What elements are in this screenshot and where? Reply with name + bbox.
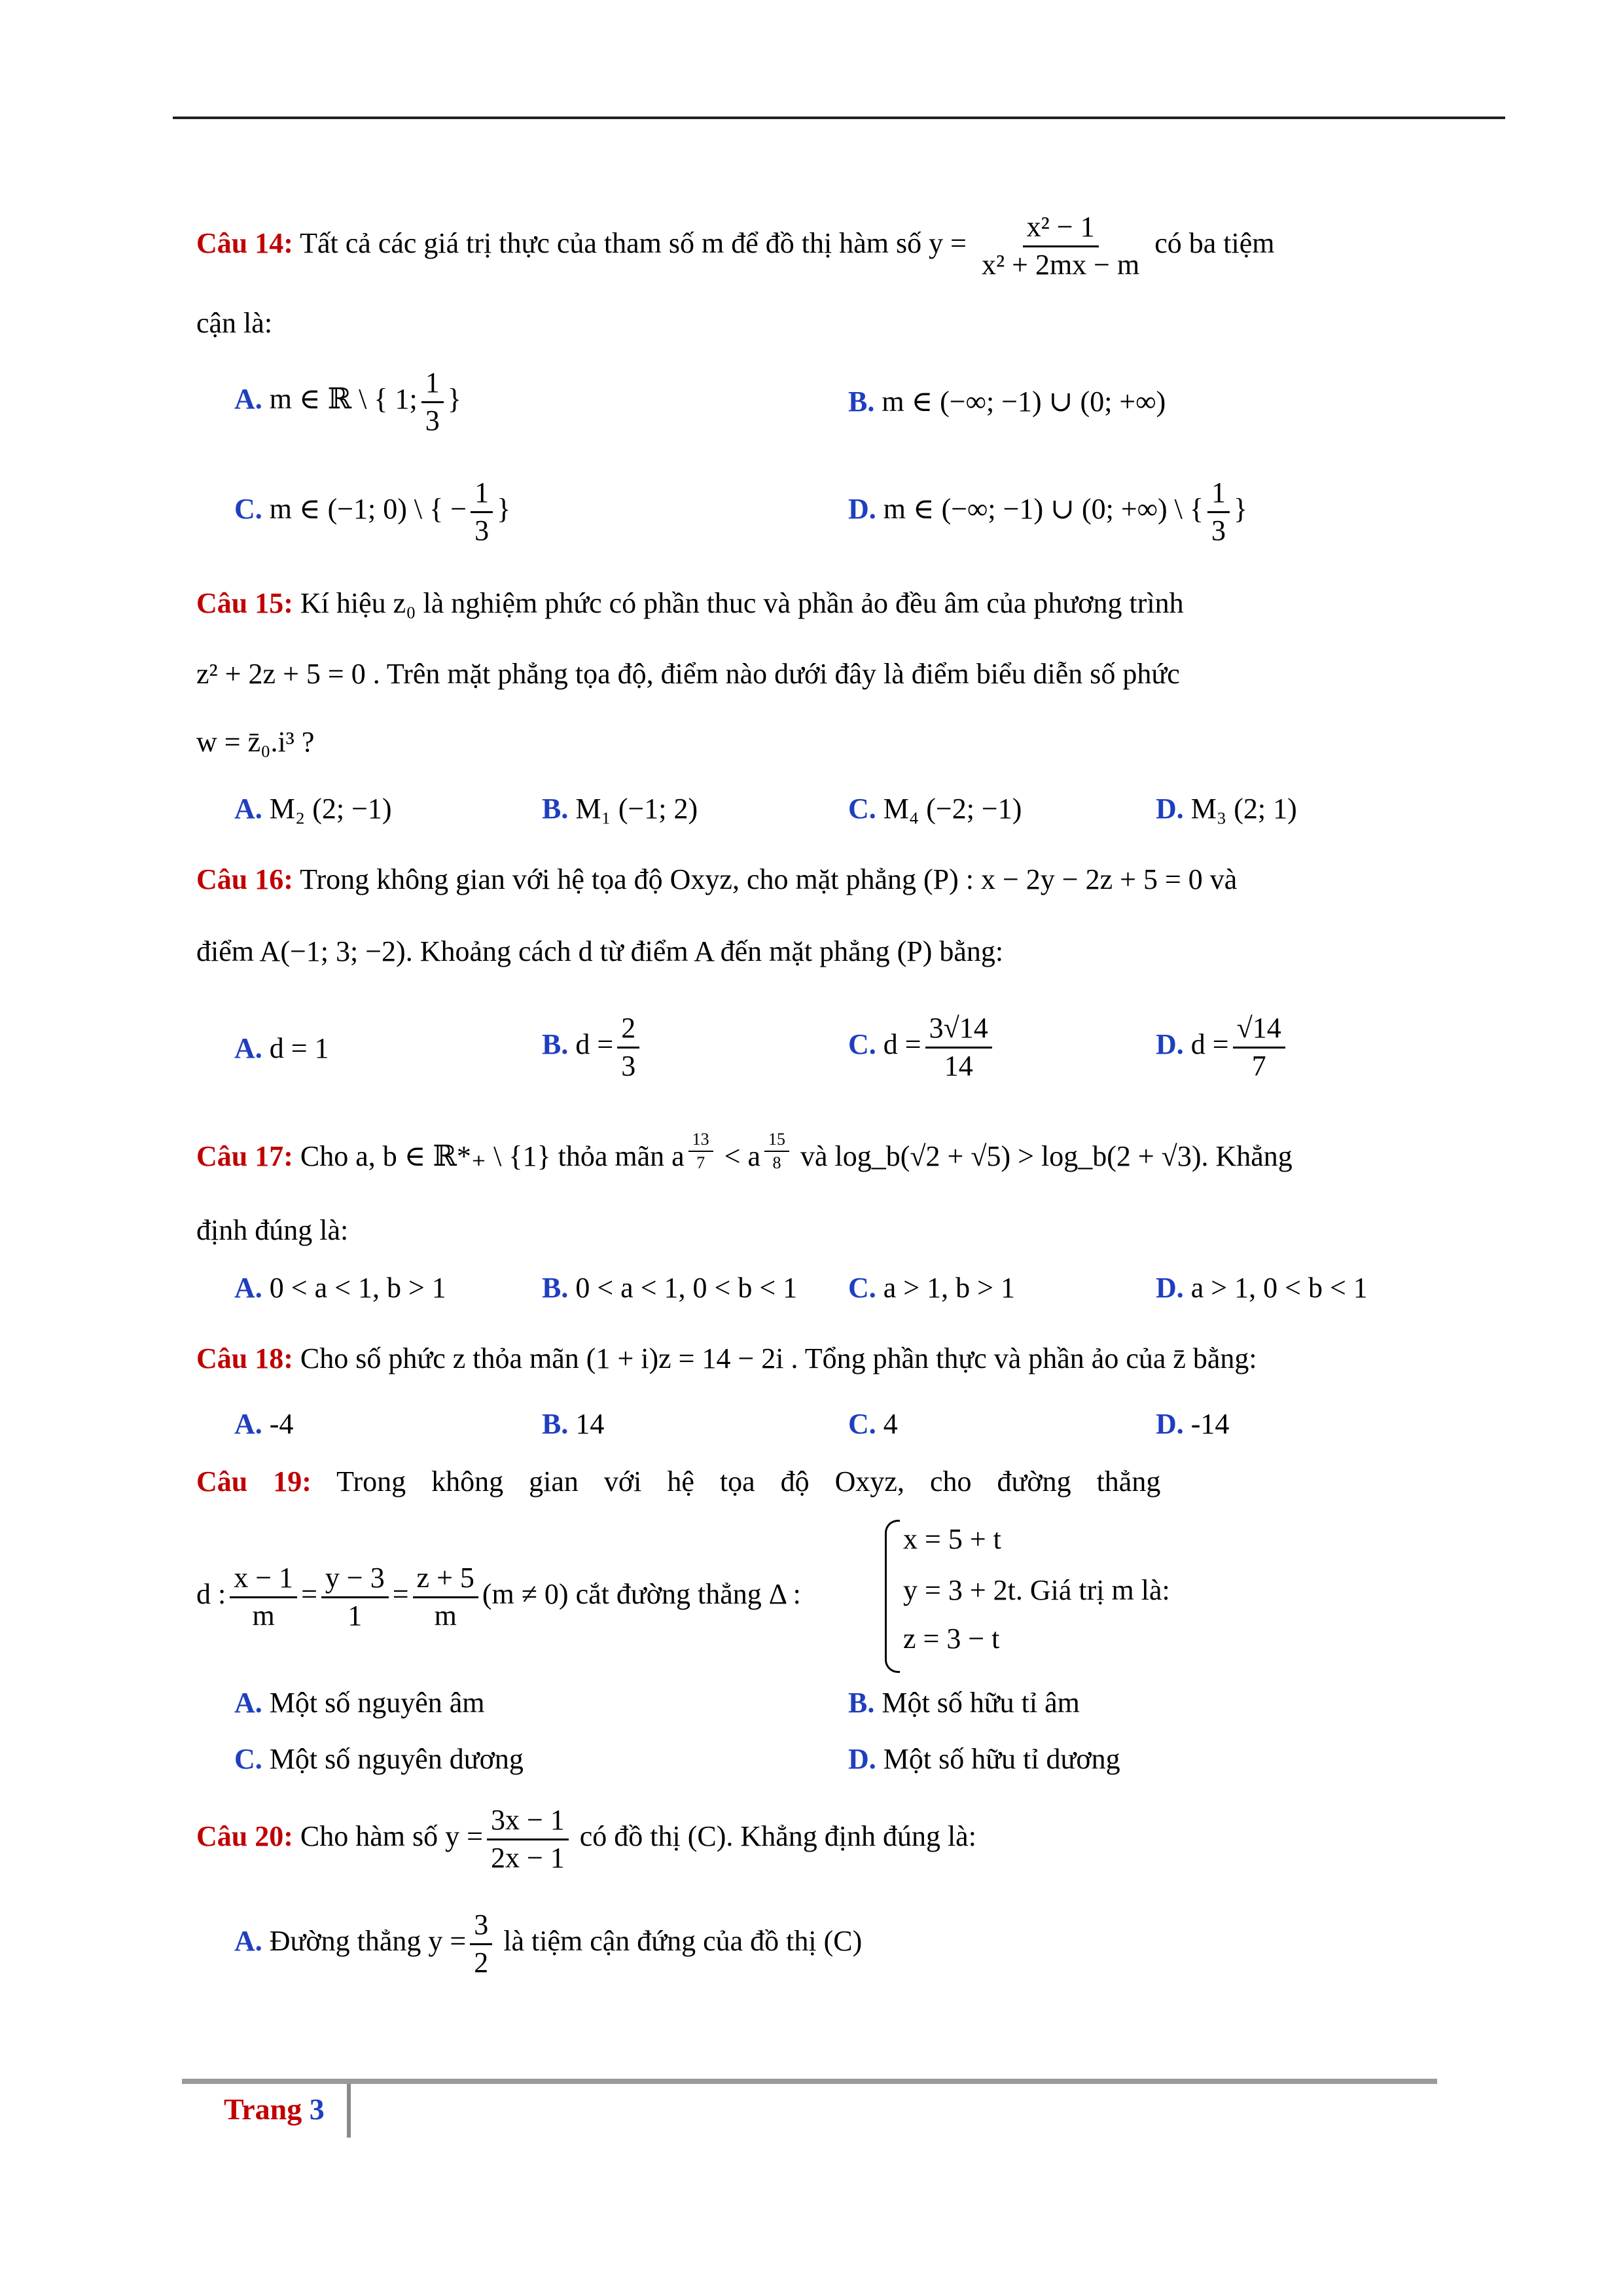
exp1-num: 13	[688, 1130, 713, 1152]
q14-text: Tất cả các giá trị thực của tham số m để đồ thị hàm số	[300, 227, 922, 260]
q19-condition: (m ≠ 0)	[482, 1578, 569, 1611]
q20-line1	[196, 1804, 976, 1874]
option-label: B.	[848, 386, 875, 418]
option-fraction	[471, 476, 493, 547]
frac-num: 3	[470, 1909, 492, 1945]
q19-label: Câu 19:	[196, 1465, 312, 1498]
option-fraction	[617, 1012, 639, 1083]
q20-label: Câu 20:	[196, 1820, 293, 1853]
option-text: a > 1, b > 1	[883, 1272, 1015, 1304]
q14-label: Câu 14:	[196, 227, 293, 260]
frac-den: m	[252, 1599, 275, 1632]
option-label: A.	[234, 383, 262, 416]
q15-text: Kí hiệu z₀ là nghiệm phức có phần thuc và phần ảo đều âm của phương trình	[300, 587, 1184, 619]
option-text-after: là tiệm cận đứng của đồ thị (C)	[503, 1925, 863, 1958]
option-label: D.	[848, 1743, 876, 1775]
q19-frac-3	[413, 1562, 478, 1632]
frac-num: 1	[471, 476, 493, 513]
q16-label: Câu 16:	[196, 863, 293, 895]
q16-option-d[interactable]	[1156, 1012, 1289, 1083]
option-text: a > 1, 0 < b < 1	[1190, 1272, 1368, 1304]
frac-den: 7	[1251, 1049, 1266, 1082]
q15-line3: w = z̄₀.i³ ?	[196, 726, 315, 758]
option-close: }	[497, 493, 511, 526]
frac-num: 1	[1207, 476, 1230, 513]
option-label: A.	[234, 1032, 262, 1064]
option-text: d =	[575, 1028, 614, 1061]
option-text: Một số hữu tỉ dương	[883, 1743, 1120, 1775]
frac-num: √14	[1233, 1012, 1285, 1049]
option-label: D.	[848, 493, 876, 526]
option-label: D.	[1156, 1408, 1184, 1440]
q19-sys-2	[903, 1573, 1170, 1607]
q14-option-d[interactable]	[848, 476, 1247, 547]
q20-text-after: có đồ thị (C). Khẳng định đúng là:	[579, 1820, 976, 1853]
q15-option-c[interactable]	[848, 792, 1022, 825]
q14-line2: cận là:	[196, 307, 273, 339]
frac-den: 2	[474, 1946, 489, 1979]
option-label: C.	[848, 1272, 876, 1304]
q15-option-b[interactable]	[542, 792, 698, 825]
q15-label: Câu 15:	[196, 587, 293, 619]
frac-den: 14	[944, 1049, 973, 1082]
footer-divider	[347, 2084, 351, 2138]
q15-line2: z² + 2z + 5 = 0 . Trên mặt phẳng tọa độ, điểm nào dưới đây là điểm biểu diễn số phức	[196, 658, 1180, 690]
exp2-num: 15	[764, 1130, 789, 1152]
frac-den: 3	[1211, 514, 1226, 547]
q15-option-a[interactable]	[234, 792, 392, 825]
option-label: C.	[848, 793, 876, 825]
frac-num: x − 1	[230, 1562, 297, 1598]
page-label	[224, 2092, 325, 2126]
page-number: 3	[309, 2092, 325, 2126]
option-text: m ∈ (−1; 0) \ { −	[269, 493, 467, 526]
q20-option-a[interactable]	[234, 1909, 862, 1979]
q17-label: Câu 17:	[196, 1139, 293, 1172]
q19-text: Trong không gian với hệ tọa độ Oxyz, cho đường thẳng	[336, 1465, 1161, 1498]
option-fraction	[421, 367, 444, 437]
option-label: B.	[542, 1028, 569, 1061]
option-text: 0 < a < 1, 0 < b < 1	[575, 1272, 798, 1304]
q17-option-d[interactable]	[1156, 1271, 1368, 1304]
q19-mid-text: cắt đường thẳng Δ :	[575, 1578, 801, 1611]
q19-line2: d : $\frac{x - 1}{m}$ = $\frac{y - 3}{1}$ = $\frac{z + 5}{m}$ (m ≠ 0) cắt đường thẳng Δ :	[196, 1562, 801, 1632]
q19-frac-2	[321, 1562, 389, 1632]
frac-den: 3	[425, 404, 440, 437]
option-label: C.	[848, 1028, 876, 1061]
option-text: M₃ (2; 1)	[1190, 793, 1297, 825]
q14-func-fraction	[978, 211, 1143, 281]
q14-func-num: x² − 1	[1023, 211, 1099, 247]
q19-frac-1	[230, 1562, 297, 1632]
option-text: 4	[883, 1408, 898, 1440]
q19-option-a[interactable]	[234, 1686, 485, 1719]
option-label: A.	[234, 1925, 262, 1958]
option-text: m ∈ ℝ \ { 1;	[269, 383, 418, 416]
option-close: }	[1234, 493, 1248, 526]
q15-option-d[interactable]	[1156, 792, 1297, 825]
frac-den: m	[434, 1599, 457, 1632]
frac-den: 3	[621, 1049, 636, 1082]
q19-option-c[interactable]	[234, 1742, 524, 1776]
page-word: Trang	[224, 2092, 302, 2126]
frac-num: 3√14	[925, 1012, 992, 1049]
q17-line1	[196, 1130, 1293, 1173]
option-label: D.	[1156, 793, 1184, 825]
q14-text-after: có ba tiệm	[1154, 227, 1275, 260]
exp1-den: 7	[696, 1153, 705, 1172]
frac-num: 3x − 1	[487, 1804, 569, 1840]
q18-label: Câu 18:	[196, 1342, 293, 1374]
q16-option-a[interactable]	[234, 1031, 329, 1065]
q14-func-den: x² + 2mx − m	[981, 248, 1140, 281]
option-text: m ∈ (−∞; −1) ∪ (0; +∞) \ {	[883, 493, 1204, 526]
q18-option-d[interactable]	[1156, 1407, 1229, 1441]
option-fraction	[1207, 476, 1230, 547]
option-text: 14	[575, 1408, 605, 1440]
option-label: A.	[234, 1687, 262, 1719]
frac-den: 2x − 1	[490, 1841, 565, 1874]
q19-system-brace	[885, 1520, 900, 1673]
option-text: M₄ (−2; −1)	[883, 793, 1022, 825]
option-label: B.	[542, 1408, 569, 1440]
q20-text-before: Cho hàm số y =	[300, 1820, 483, 1853]
q19-option-b[interactable]	[848, 1686, 1080, 1719]
q16-line1	[196, 863, 1427, 897]
q17-text-b: và log_b(√2 + √5) > log_b(2 + √3). Khẳng	[800, 1139, 1293, 1172]
sys-eq: y = 3 + 2t	[903, 1574, 1016, 1606]
frac-num: 2	[617, 1012, 639, 1049]
q19-line1	[196, 1465, 1427, 1499]
q18-option-a[interactable]	[234, 1407, 293, 1441]
q18-text: Cho số phức z thỏa mãn (1 + i)z = 14 − 2i . Tổng phần thực và phần ảo của z̄ bằng:	[300, 1342, 1257, 1374]
q19-tail: . Giá trị m là:	[1015, 1574, 1170, 1606]
option-label: D.	[1156, 1028, 1184, 1061]
q16-option-b[interactable]	[542, 1012, 643, 1083]
frac-num: z + 5	[413, 1562, 478, 1598]
option-text: M₂ (2; −1)	[269, 793, 392, 825]
q17-line2: định đúng là:	[196, 1214, 349, 1246]
option-label: A.	[234, 1272, 262, 1304]
option-label: D.	[1156, 1272, 1184, 1304]
footer-rule	[182, 2079, 1437, 2084]
option-text: -14	[1190, 1408, 1230, 1440]
option-text: 0 < a < 1, b > 1	[269, 1272, 446, 1304]
q19-option-d[interactable]	[848, 1742, 1120, 1776]
q18-option-b[interactable]	[542, 1407, 604, 1441]
option-fraction	[1233, 1012, 1285, 1083]
q16-option-c[interactable]	[848, 1012, 996, 1083]
q14-line1	[196, 211, 1274, 281]
frac-num: y − 3	[321, 1562, 389, 1598]
option-fraction	[470, 1909, 492, 1979]
q18-line1	[196, 1342, 1257, 1375]
option-label: C.	[234, 493, 262, 526]
option-label: A.	[234, 793, 262, 825]
frac-num: 1	[421, 367, 444, 403]
option-label: A.	[234, 1408, 262, 1440]
frac-den: 1	[348, 1599, 363, 1632]
option-label: B.	[542, 1272, 569, 1304]
option-text: m ∈ (−∞; −1) ∪ (0; +∞)	[882, 386, 1166, 418]
q19-sys-3: z = 3 − t	[903, 1623, 1000, 1655]
q17-text-a: Cho a, b ∈ ℝ*₊ \ {1} thỏa mãn	[300, 1139, 665, 1172]
option-text: d =	[883, 1028, 921, 1061]
q17-option-c[interactable]	[848, 1271, 1015, 1304]
q16-text: Trong không gian với hệ tọa độ Oxyz, cho mặt phẳng (P) : x − 2y − 2z + 5 = 0 và	[300, 863, 1238, 895]
q15-line1	[196, 586, 1427, 621]
option-text: d = 1	[269, 1032, 329, 1064]
q14-option-b[interactable]	[848, 385, 1166, 418]
option-label: C.	[848, 1408, 876, 1440]
q19-d-prefix: d :	[196, 1578, 226, 1611]
option-fraction	[925, 1012, 992, 1083]
q17-option-b[interactable]	[542, 1271, 797, 1304]
option-label: C.	[234, 1743, 262, 1775]
option-text: -4	[269, 1408, 294, 1440]
q14-func-lhs: y =	[929, 227, 967, 260]
q17-inequality: a $^{\frac{13}{7}}$ < a $^{\frac{15}{8}}$	[671, 1140, 793, 1172]
option-text: Một số hữu tỉ âm	[882, 1687, 1080, 1719]
q17-option-a[interactable]	[234, 1271, 446, 1304]
exp2-den: 8	[772, 1153, 781, 1172]
option-label: B.	[542, 793, 569, 825]
q20-fraction	[487, 1804, 569, 1874]
q16-line2: điểm A(−1; 3; −2). Khoảng cách d từ điểm A đến mặt phẳng (P) bằng:	[196, 935, 1004, 967]
option-text: M₁ (−1; 2)	[575, 793, 698, 825]
option-text: Một số nguyên âm	[269, 1687, 485, 1719]
q18-option-c[interactable]	[848, 1407, 898, 1441]
option-text: d =	[1190, 1028, 1229, 1061]
option-close: }	[447, 383, 461, 416]
option-label: B.	[848, 1687, 875, 1719]
q19-sys-1: x = 5 + t	[903, 1523, 1001, 1555]
q14-option-a[interactable]	[234, 367, 461, 437]
q14-option-c[interactable]	[234, 476, 510, 547]
option-text-before: Đường thẳng y =	[269, 1925, 467, 1958]
frac-den: 3	[474, 514, 490, 547]
header-rule	[173, 117, 1505, 119]
option-text: Một số nguyên dương	[269, 1743, 524, 1775]
